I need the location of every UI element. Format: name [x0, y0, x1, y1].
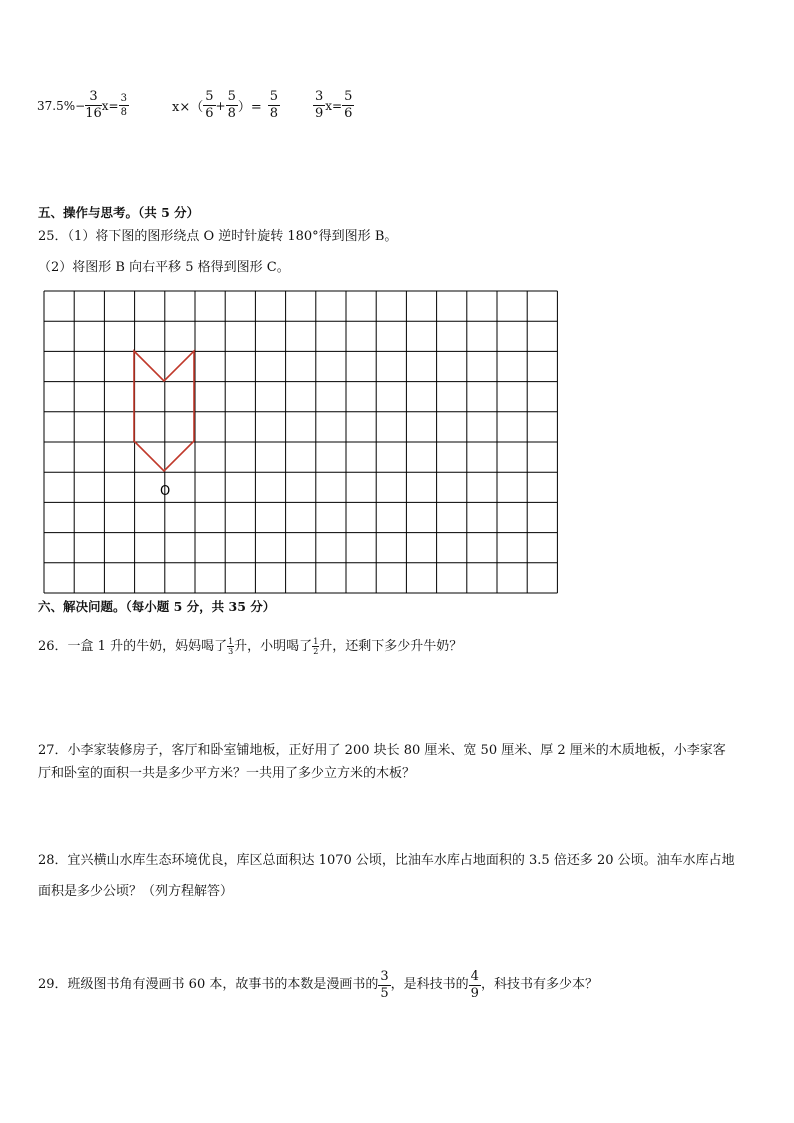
- question-29: [38, 970, 598, 1002]
- plus-sign: +: [215, 98, 226, 113]
- eq2-left-text: x×（: [172, 100, 204, 116]
- fraction-denominator: 6: [344, 106, 353, 122]
- fraction-numerator: 4: [469, 970, 481, 986]
- section-6-heading: 六、解决问题。（每小题 5 分，共 35 分）: [38, 599, 276, 614]
- fraction-denominator: 8: [227, 106, 236, 122]
- q29-text-b: ，是科技书的: [390, 977, 469, 993]
- fraction-numerator: 1: [313, 636, 319, 646]
- point-o-label: O: [160, 484, 171, 499]
- question-28-line-2: 面积是多少公顷？（列方程解答）: [38, 884, 234, 899]
- fraction-numerator: 5: [268, 90, 280, 106]
- fraction-3-5: [378, 970, 390, 1002]
- fraction-1-2: [312, 638, 319, 658]
- fraction-denominator: 16: [85, 106, 102, 122]
- fraction-denominator: 8: [120, 107, 127, 119]
- section-5-heading: 五、操作与思考。（共 5 分）: [38, 205, 200, 220]
- fraction-numerator: 3: [85, 90, 102, 106]
- fraction-denominator: 3: [228, 647, 234, 657]
- square-grid: [44, 291, 557, 593]
- fraction-numerator: 3: [120, 93, 127, 105]
- fraction-numerator: 3: [313, 90, 325, 106]
- eq3-x-equals: x=: [325, 98, 343, 113]
- q26-text-c: 升，还剩下多少升牛奶？: [319, 639, 463, 654]
- q26-text-a: 26．一盒 1 升的牛奶，妈妈喝了: [38, 639, 228, 654]
- fraction-numerator: 5: [203, 90, 215, 106]
- question-27-line-1: 27．小李家装修房子，客厅和卧室铺地板，正好用了 200 块长 80 厘米、宽 50 厘米、厚 2 厘米的木质地板，小李家客: [38, 743, 726, 758]
- question-25-part-1: 25．（1）将下图的图形绕点 O 逆时针旋转 180°得到图形 B。: [38, 229, 398, 244]
- eq1-left-text: 37.5%−: [37, 98, 86, 113]
- fraction-denominator: 6: [205, 106, 214, 122]
- arrow-shape: [134, 351, 194, 471]
- fraction-numerator: 5: [342, 90, 354, 106]
- q29-text-c: ，科技书有多少本？: [480, 977, 598, 993]
- fraction-numerator: 1: [228, 636, 234, 646]
- question-26: [38, 637, 462, 658]
- fraction-denominator: 8: [269, 106, 279, 122]
- q29-text-a: 29．班级图书角有漫画书 60 本，故事书的本数是漫画书的: [38, 977, 379, 993]
- fraction-denominator: 2: [313, 647, 319, 657]
- fraction-denominator: 9: [315, 106, 324, 122]
- fraction-denominator: 5: [380, 986, 389, 1002]
- eq1-x-equals: x=: [101, 98, 119, 113]
- fraction-1-3: [227, 638, 234, 658]
- eq2-close-equals: ）=: [237, 100, 262, 116]
- question-28-line-1: 28．宜兴横山水库生态环境优良，库区总面积达 1070 公顷，比油车水库占地面积的 3.5 倍还多 20 公顷。油车水库占地: [38, 853, 735, 868]
- question-27-line-2: 厅和卧室的面积一共是多少平方米？一共用了多少立方米的木板？: [38, 766, 416, 781]
- fraction-denominator: 9: [470, 986, 479, 1002]
- fraction-numerator: 3: [378, 970, 390, 986]
- fraction-4-9: [469, 970, 481, 1002]
- fraction-numerator: 5: [226, 90, 238, 106]
- question-25-part-2: （2）将图形 B 向右平移 5 格得到图形 C。: [38, 260, 290, 275]
- q26-text-b: 升，小明喝了: [234, 639, 313, 654]
